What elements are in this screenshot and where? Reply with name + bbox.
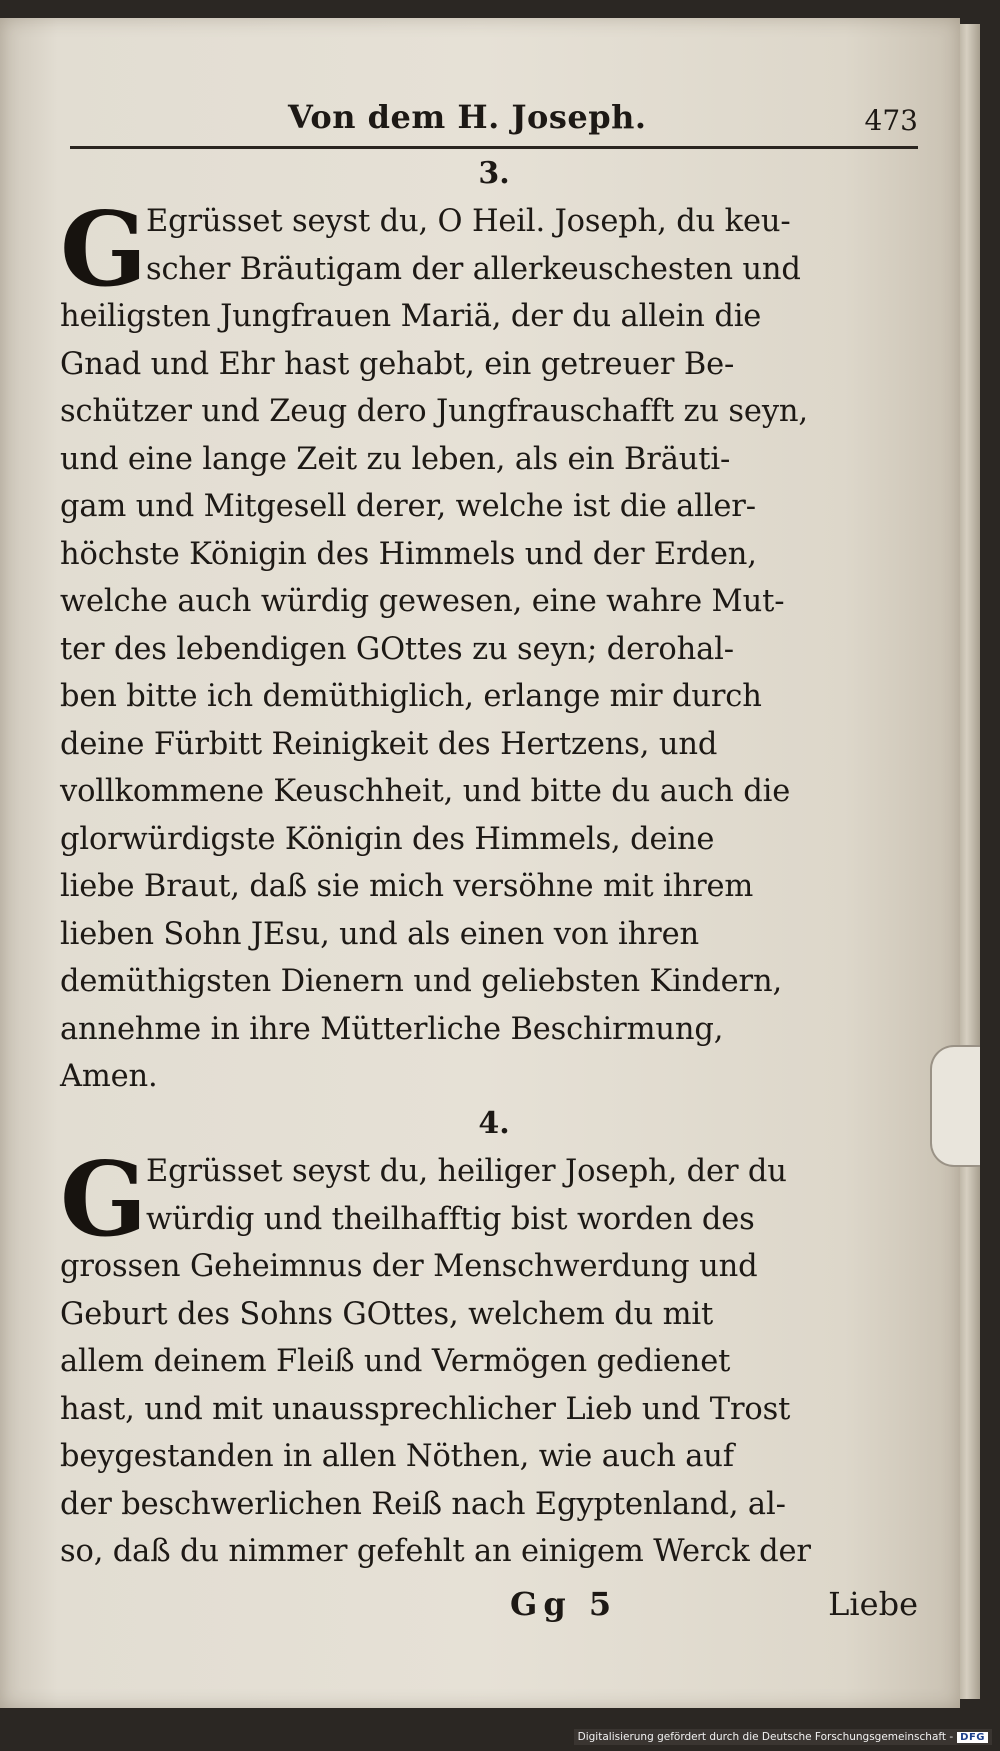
section-number: 3.	[478, 156, 510, 191]
text-line: ter des lebendigen GOttes zu seyn; derohal-	[60, 631, 734, 667]
text-line: Geburt des Sohns GOttes, welchem du mit	[60, 1296, 714, 1332]
catchword: Liebe	[828, 1584, 918, 1623]
text-line: so, daß du nimmer gefehlt an einigem Werck der	[60, 1534, 811, 1569]
text-line: schützer und Zeug dero Jungfrauschafft zu seyn,	[60, 394, 808, 429]
text-line: liebe Braut, daß sie mich versöhne mit ihrem	[60, 869, 754, 904]
text-line: Egrüsset seyst du, heiliger Joseph, der du	[146, 1154, 787, 1189]
section-number: 4.	[478, 1106, 510, 1141]
page-turn-tab[interactable]	[930, 1045, 980, 1167]
text-line: höchste Königin des Himmels und der Erden,	[60, 536, 757, 572]
page-footer	[60, 1580, 928, 1628]
text-line: Amen.	[60, 1059, 158, 1094]
page-header	[70, 88, 918, 150]
paragraph-4	[60, 1140, 928, 1576]
text-line: glorwürdigste Königin des Himmels, deine	[60, 821, 715, 857]
text-line: würdig und theilhafftig bist worden des	[146, 1201, 755, 1237]
dfg-logo: DFG	[957, 1732, 988, 1743]
text-line: grossen Geheimnus der Menschwerdung und	[60, 1249, 758, 1284]
text-line: der beschwerlichen Reiß nach Egyptenland, al-	[60, 1486, 786, 1522]
text-line: Egrüsset seyst du, O Heil. Joseph, du keu-	[146, 204, 791, 239]
credit-text: Digitalisierung gefördert durch die Deutsche Forschungsgemeinschaft -	[577, 1731, 954, 1743]
text-line: annehme in ihre Mütterliche Beschirmung,	[60, 1011, 724, 1047]
text-line: Gnad und Ehr hast gehabt, ein getreuer Be-	[60, 346, 735, 382]
page-number: 473	[864, 104, 918, 137]
drop-cap: G	[60, 1140, 148, 1260]
text-line: scher Bräutigam der allerkeuschesten und	[146, 251, 801, 287]
text-line: heiligsten Jungfrauen Mariä, der du allein die	[60, 299, 762, 334]
text-line: allem deinem Fleiß und Vermögen gedienet	[60, 1344, 731, 1379]
text-line: demüthigsten Dienern und geliebsten Kindern,	[60, 964, 783, 999]
section-4	[60, 1102, 928, 1628]
digitization-credit	[574, 1729, 992, 1745]
running-title: Von dem H. Joseph.	[288, 98, 647, 136]
signature-mark: Gg 5	[510, 1584, 618, 1623]
text-line: welche auch würdig gewesen, eine wahre Mut-	[60, 584, 785, 619]
text-line: hast, und mit unaussprechlicher Lieb und Trost	[60, 1391, 791, 1427]
text-line: beygestanden in allen Nöthen, wie auch auf	[60, 1439, 734, 1474]
book-page	[0, 18, 960, 1708]
header-rule	[70, 146, 918, 149]
section-3	[60, 152, 928, 1101]
page-edge	[958, 24, 980, 1699]
text-line: vollkommene Keuschheit, und bitte du auch die	[60, 774, 791, 809]
scanner-background	[0, 1708, 1000, 1751]
drop-cap: G	[60, 190, 148, 310]
text-line: und eine lange Zeit zu leben, als ein Bräuti-	[60, 441, 731, 477]
text-line: deine Fürbitt Reinigkeit des Hertzens, und	[60, 726, 718, 762]
paragraph-3	[60, 190, 928, 1101]
text-line: ben bitte ich demüthiglich, erlange mir durch	[60, 679, 762, 714]
text-line: lieben Sohn JEsu, und als einen von ihren	[60, 916, 699, 952]
text-line: gam und Mitgesell derer, welche ist die aller-	[60, 489, 756, 524]
